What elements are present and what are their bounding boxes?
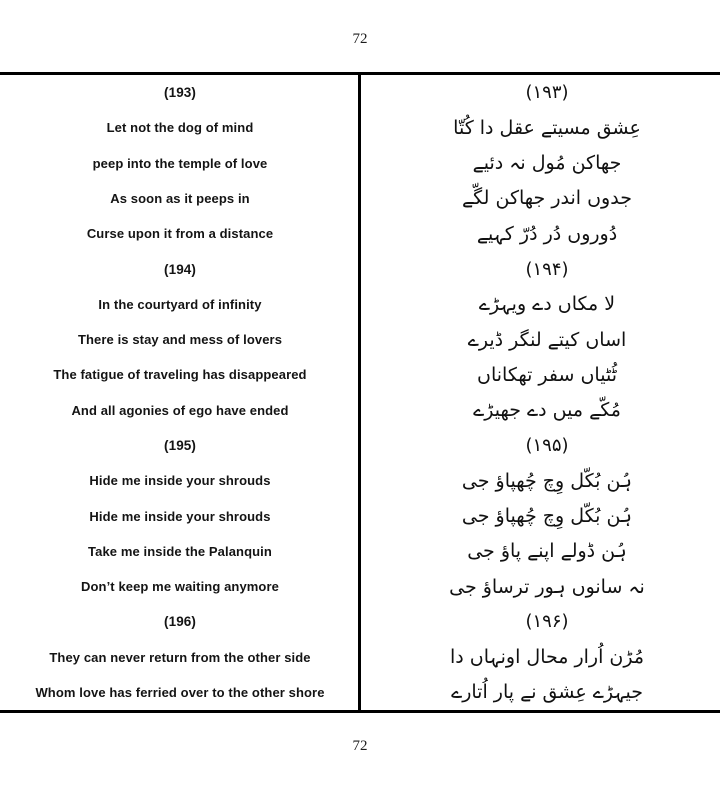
urdu-verse: ہُن ڈولے اپنے پاؤ جی <box>467 540 627 563</box>
urdu-verse: عِشق مسیتے عقل دا کُتّا <box>453 116 641 139</box>
stanza-number-english: (196) <box>163 614 196 630</box>
english-verse: Curse upon it from a distance <box>86 226 274 242</box>
urdu-verse: ہُن بُکّل وِچ چُھپاؤ جی <box>461 469 633 492</box>
english-verse: peep into the temple of love <box>92 155 268 171</box>
urdu-verse: مُکّے میں دے جھیڑے <box>473 399 621 422</box>
page-number-bottom: 72 <box>352 738 368 754</box>
column-divider <box>358 75 361 710</box>
english-verse: Hide me inside your shrouds <box>89 473 271 489</box>
english-verse: Take me inside the Palanquin <box>88 543 272 559</box>
english-verse: As soon as it peeps in <box>110 190 250 206</box>
english-verse: Hide me inside your shrouds <box>89 508 271 524</box>
urdu-verse: لا مکاں دے ویہڑے <box>478 293 616 316</box>
stanza-number-english: (194) <box>163 261 196 277</box>
english-verse: The fatigue of traveling has disappeared <box>53 367 307 383</box>
urdu-verse: ہُن بُکّل وِچ چُھپاؤ جی <box>461 505 633 528</box>
verse-table <box>0 72 720 713</box>
english-verse: There is stay and mess of lovers <box>77 332 283 348</box>
english-verse: They can never return from the other side <box>49 649 311 665</box>
english-verse: Don’t keep me waiting anymore <box>81 579 279 595</box>
stanza-number-urdu: (۱۹۵) <box>525 434 569 456</box>
urdu-verse: مُڑن اُرار محال اونہاں دا <box>449 646 645 669</box>
stanza-number-english: (193) <box>163 85 196 101</box>
urdu-verse: جدوں اندر جھاکن لگّے <box>462 187 632 210</box>
urdu-verse: ٹُٹیاں سفر تھکاناں <box>477 363 617 386</box>
stanza-number-urdu: (۱۹۳) <box>525 82 569 104</box>
urdu-verse: جھاکن مُول نہ دئیے <box>472 152 622 175</box>
stanza-number-urdu: (۱۹۶) <box>525 611 569 633</box>
urdu-verse: دُوروں دُر دُرّ کہیے <box>476 222 618 245</box>
page-number-top: 72 <box>352 31 368 47</box>
urdu-verse: نہ سانوں ہور ترساؤ جی <box>449 575 645 598</box>
english-verse: And all agonies of ego have ended <box>71 402 289 418</box>
urdu-verse: اساں کیتے لنگر ڈیرے <box>467 328 627 351</box>
english-verse: Whom love has ferried over to the other shore <box>35 684 325 700</box>
english-verse: In the courtyard of infinity <box>98 296 262 312</box>
english-verse: Let not the dog of mind <box>106 120 254 136</box>
stanza-number-urdu: (۱۹۴) <box>525 258 569 280</box>
urdu-verse: جیہڑے عِشق نے پار اُتارے <box>451 681 643 704</box>
stanza-number-english: (195) <box>163 437 196 453</box>
